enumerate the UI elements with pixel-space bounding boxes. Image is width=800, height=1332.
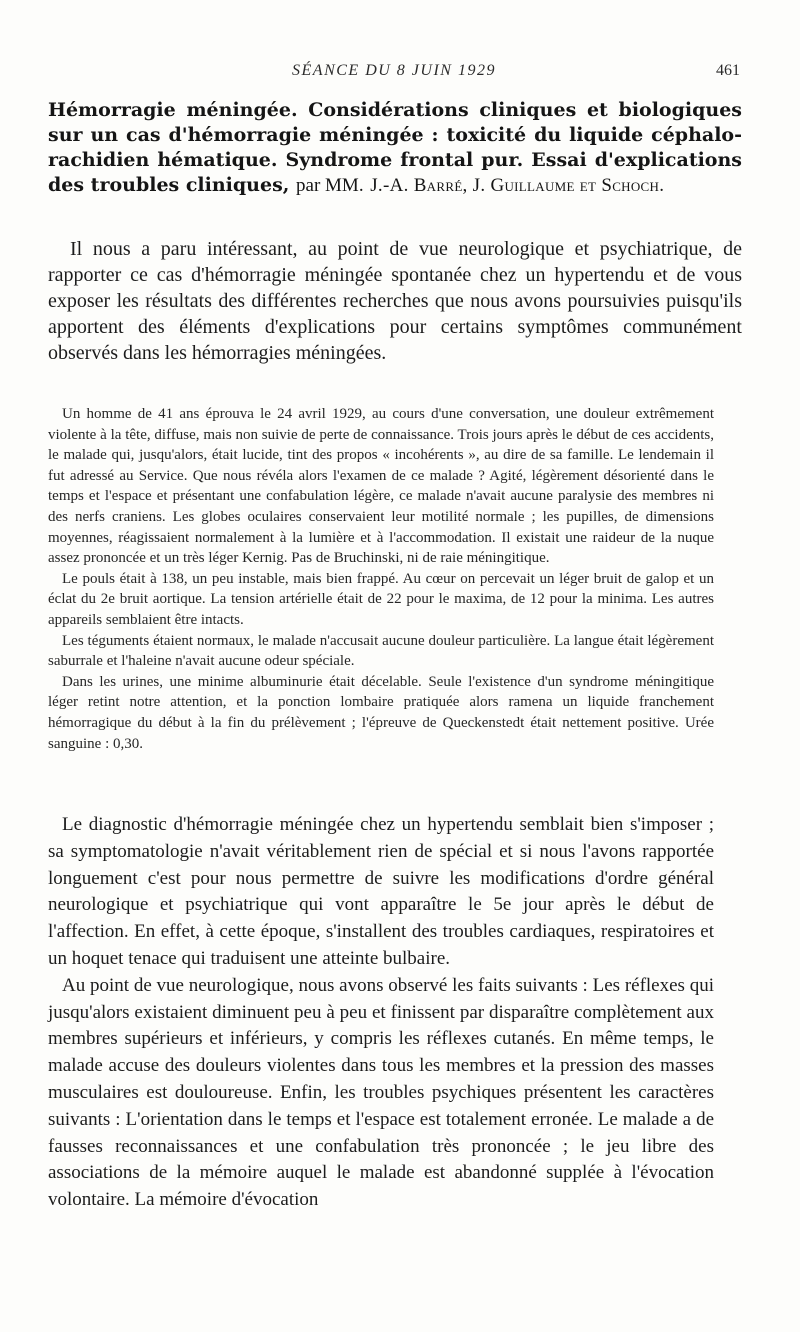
case-paragraph-2: Le pouls était à 138, un peu instable, mais bien frappé. Au cœur on percevait un léger bruit de galop et un éclat du 2e bruit aortique. La tension artérielle était de 22 pour le maxima, de 12 pour la minima. Les autres appareils semblaient être intacts.	[48, 570, 714, 628]
diagnostic-paragraph: Le diagnostic d'hémorragie méningée chez un hypertendu semblait bien s'imposer ; sa symptomatologie n'avait véritablement rien de spécial et si nous l'avons rapportée longuement c'est pour nous permettre de suivre les modifications d'ordre général neurologique et psychiatrique qui vont apparaître le 5e jour après le début de l'affection. En effet, à cette époque, s'installent des troubles cardiaques, respiratoires et un hoquet tenace qui traduisent une atteinte bulbaire.	[48, 814, 714, 969]
running-title: SÉANCE DU 8 JUIN 1929	[292, 62, 496, 79]
case-paragraph-3: Les téguments étaient normaux, le malade n'accusait aucune douleur particulière. La langue était légèrement saburrale et l'haleine n'avait aucune odeur spéciale.	[48, 632, 714, 670]
page-number: 461	[716, 62, 740, 79]
author-prefix: par MM.	[296, 175, 364, 196]
case-report	[48, 404, 714, 754]
running-head	[48, 62, 740, 86]
lead-paragraph: Il nous a paru intéressant, au point de vue neurologique et psychiatrique, de rapporter ce cas d'hémorragie méningée spontanée chez un hypertendu et de vous exposer les résultats des différentes recherches que nous avons poursuivies puisqu'ils apportent des éléments d'explications pour certains symptômes communément observés dans les hémorragies méningées.	[48, 238, 742, 364]
article-authors: J.-A. Barré, J. Guillaume et Schoch.	[370, 175, 665, 196]
article-title: Hémorragie méningée. Considérations cliniques et biologiques sur un cas d'hémorragie méningée : toxicité du liquide céphalo-rachidien hématique. Syndrome frontal pur. Essai d'explications des troubles cliniques,	[48, 99, 742, 196]
article-title-block	[48, 98, 742, 198]
case-paragraph-4: Dans les urines, une minime albuminurie était décelable. Seule l'existence d'un syndrome méningitique léger retint notre attention, et la ponction lombaire pratiquée alors ramena un liquide franchement hémorragique du début à la fin du prélèvement ; l'épreuve de Queckenstedt était nettement positive. Urée sanguine : 0,30.	[48, 673, 714, 752]
discussion	[48, 812, 714, 1214]
neurological-paragraph: Au point de vue neurologique, nous avons observé les faits suivants : Les réflexes qui jusqu'alors existaient diminuent peu à peu et finissent par disparaître complètement aux membres supérieurs et inférieurs, y compris les réflexes cutanés. En même temps, le malade accuse des douleurs violentes dans tous les membres et la pression des masses musculaires est douloureuse. Enfin, les troubles psychiques présentent les caractères suivants : L'orientation dans le temps et l'espace est totalement erronée. Le malade a de fausses reconnaissances et une confabulation très prononcée ; le jeu libre des associations de la mémoire auquel le malade est abandonné supplée à l'évocation volontaire. La mémoire d'évocation	[48, 974, 714, 1211]
case-paragraph-1: Un homme de 41 ans éprouva le 24 avril 1929, au cours d'une conversation, une douleur extrêmement violente à la tête, diffuse, mais non suivie de perte de connaissance. Trois jours après le début de ces accidents, le malade qui, jusqu'alors, était lucide, tint des propos « incohérents », au dire de sa famille. Le lendemain il fut adressé au Service. Que nous révéla alors l'examen de ce malade ? Agité, légèrement désorienté dans le temps et l'espace et présentant une confabulation légère, ce malade n'avait aucune paralysie des membres ni des nerfs craniens. Les globes oculaires conservaient leur motilité normale ; les pupilles, de dimensions moyennes, réagissaient normalement à la lumière et à l'accommodation. Il existait une raideur de la nuque assez prononcée et un très léger Kernig. Pas de Bruchinski, ni de raie méningitique.	[48, 406, 714, 567]
